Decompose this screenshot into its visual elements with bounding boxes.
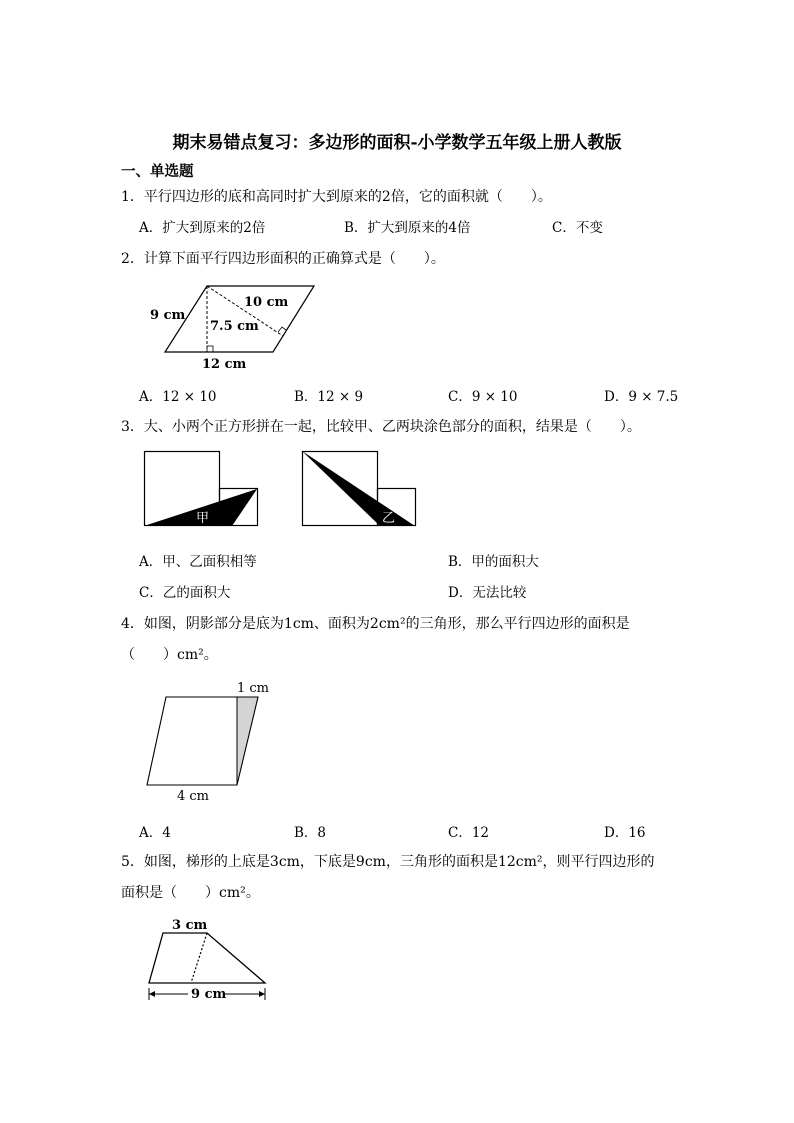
question-3-option-c: C．乙的面积大 [139,585,231,601]
question-2-option-a: A．12 × 10 [139,389,217,405]
question-3-stem: 3．大、小两个正方形拼在一起，比较甲、乙两块涂色部分的面积，结果是（ ）。 [121,419,641,435]
question-1-option-b: B．扩大到原来的4倍 [344,220,471,236]
label-1cm: 1 cm [237,681,270,696]
label-base-12cm: 12 cm [202,357,247,372]
arrow-right [259,991,265,997]
parallelogram-shaded-figure [145,680,275,805]
question-1-stem: 1．平行四边形的底和高同时扩大到原来的2倍，它的面积就（ ）。 [121,189,552,205]
question-5-stem: 5．如图，梯形的上底是3cm，下底是9cm，三角形的面积是12cm²，则平行四边形的 [121,854,655,870]
question-1-option-c: C．不变 [552,220,603,236]
question-4-option-b: B．8 [294,825,327,841]
question-5-stem-cont: 面积是（ ）cm²。 [121,885,260,901]
squares-figure-jia [144,451,260,527]
question-4-option-a: A．4 [139,825,171,841]
question-3-option-d: D．无法比较 [448,585,527,601]
label-3cm: 3 cm [172,918,208,933]
question-4-option-c: C．12 [448,825,490,841]
trapezoid-figure [143,914,273,1006]
trapezoid-shape [149,933,265,983]
big-square [303,452,378,526]
question-2-option-d: D．9 × 7.5 [604,389,679,405]
dotted-divider-line [191,933,207,983]
parallelogram-figure [140,278,330,373]
question-3-option-b: B．甲的面积大 [448,554,539,570]
question-1-option-a: A．扩大到原来的2倍 [139,220,266,236]
section-heading: 一、单选题 [121,163,194,180]
label-yi: 乙 [382,511,396,526]
question-2-stem: 2．计算下面平行四边形面积的正确算式是（ ）。 [121,251,445,267]
label-height-7-5cm: 7.5 cm [210,319,259,334]
squares-figure-yi [302,451,418,527]
right-angle-mark-side [278,327,286,332]
question-4-stem-cont: （ ）cm²。 [121,647,218,663]
label-side-9cm: 9 cm [150,308,186,323]
question-3-option-a: A．甲、乙面积相等 [139,554,257,570]
question-2-option-b: B．12 × 9 [294,389,364,405]
page-title: 期末易错点复习：多边形的面积-小学数学五年级上册人教版 [172,133,622,153]
question-2-option-c: C．9 × 10 [448,389,518,405]
question-4-stem: 4．如图，阴影部分是底为1cm、面积为2cm²的三角形，那么平行四边形的面积是 [121,616,630,632]
right-angle-mark-bottom [207,346,213,352]
label-4cm: 4 cm [177,789,210,804]
label-jia: 甲 [196,511,210,526]
question-4-option-d: D．16 [604,825,646,841]
arrow-left [149,991,155,997]
label-height-10cm: 10 cm [244,295,289,310]
label-9cm: 9 cm [191,987,227,1002]
